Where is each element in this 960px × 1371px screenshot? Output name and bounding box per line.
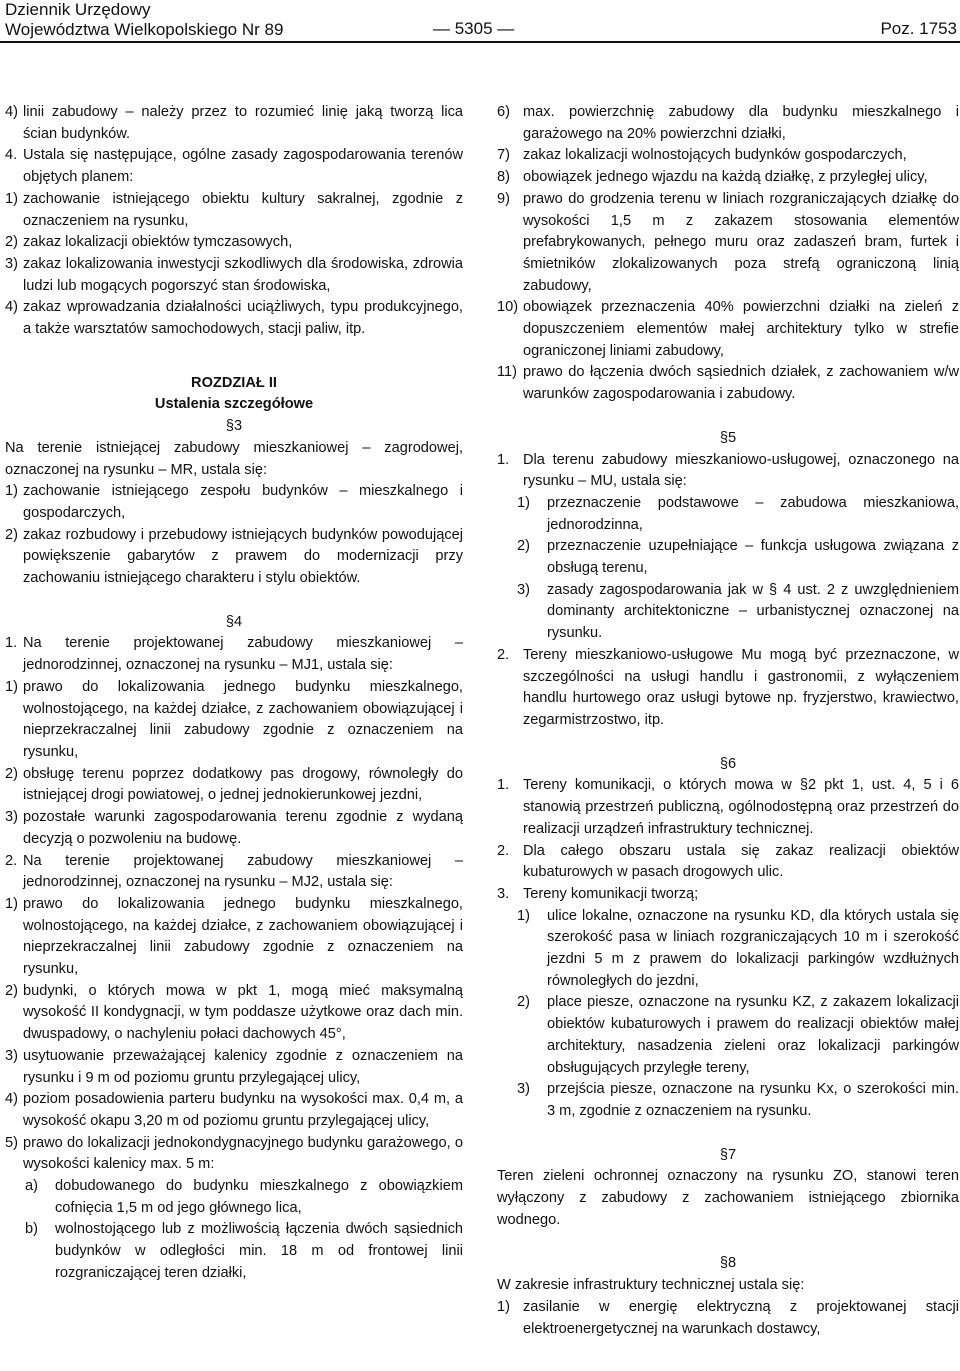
list-item: 11) prawo do łączenia dwóch sąsiednich działek, z zachowaniem w/w warunków zagospodarowania i zabudowy. — [497, 364, 959, 403]
list-item: 9) prawo do grodzenia terenu w liniach rozgraniczających działkę do wysokości 1,5 m z zakazem stosowania elementów prefabrykowanych, pełnego muru oraz zadaszeń bram, furtek i śmietników zlokalizowanych poza strefą ograniczoną linią zabudowy, — [497, 190, 959, 294]
position-number: Poz. 1753 — [880, 19, 957, 38]
journal-title — [5, 0, 283, 40]
journal-title-line1: Dziennik Urzędowy — [5, 0, 151, 19]
section-point: 1. Na terenie projektowanej zabudowy mieszkaniowej – jednorodzinnej, oznaczonej na rysunku – MJ1, ustala się: — [5, 635, 463, 674]
section-point: 2. Dla całego obszaru ustala się zakaz realizacji obiektów kubaturowych w pasach drogowych ulic. — [497, 842, 959, 881]
list-item: 5) prawo do lokalizacji jednokondygnacyjnego budynku garażowego, o wysokości kalenicy max. 5 m: — [5, 1134, 463, 1173]
list-item: 2) zakaz rozbudowy i przebudowy istniejących budynków powodującej powiększenie gabarytów z prawem do modernizacji przy zachowaniu istniejącego charakteru i stylu obiektów. — [5, 526, 463, 587]
section-point: 2. Na terenie projektowanej zabudowy mieszkaniowej – jednorodzinnej, oznaczonej na rysunku – MJ2, ustala się: — [5, 852, 463, 891]
list-item: 2) obsługę terenu poprzez dodatkowy pas drogowy, równoległy do istniejącej drogi powiatowej, o jednej jednokierunkowej jezdni, — [5, 765, 463, 804]
list-item: 3) zasady zagospodarowania jak w § 4 ust. 2 z uwzględnieniem dominanty architektoniczne – urbanistycznej oznaczonej na rysunku. — [517, 581, 959, 642]
list-item: 1) prawo do lokalizowania jednego budynku mieszkalnego, wolnostojącego, na każdej działce, z zachowaniem obowiązującej i nieprzekraczalnej linii zabudowy zgodnie z oznaczeniem na rysunku, — [5, 678, 463, 760]
list-item: 3) usytuowanie przeważającej kalenicy zgodnie z oznaczeniem na rysunku i 9 m od poziomu gruntu przylegającej ulicy, — [5, 1047, 463, 1086]
right-column — [497, 102, 959, 1340]
list-item: 3) pozostałe warunki zagospodarowania terenu zgodnie z wydaną decyzją o pozwoleniu na budowę. — [5, 809, 463, 847]
chapter-subtitle: Ustalenia szczegółowe — [154, 396, 314, 413]
list-item: 2) budynki, o których mowa w pkt 1, mogą mieć maksymalną wysokość II kondygnacji, w tym poddasze użytkowe oraz dach min. dwuspadowy, o nachyleniu połaci dachowych 45°, — [5, 982, 463, 1043]
paragraph-text: Na terenie istniejącej zabudowy mieszkaniowej – zagrodowej, oznaczonej na rysunku – MR, ustala się: — [5, 439, 463, 478]
page-number: — 5305 — — [433, 19, 515, 38]
paragraph-sign: §6 — [719, 755, 737, 772]
list-item: 1) prawo do lokalizowania jednego budynku mieszkalnego, wolnostojącego, na każdej działce, z zachowaniem obowiązującej i nieprzekraczalnej linii zabudowy zgodnie z oznaczeniem na rysunku, — [5, 895, 463, 978]
page-header — [0, 0, 960, 44]
list-item: 4) zakaz wprowadzania działalności uciążliwych, typu produkcyjnego, a także warsztatów samochodowych, stacji paliw, itp. — [5, 299, 463, 338]
list-item: 3) przejścia piesze, oznaczone na rysunku Kx, o szerokości min. 3 m, zgodnie z oznaczeniem na rysunku. — [517, 1081, 959, 1119]
list-item: 1) zasilanie w energię elektryczną z projektowanej stacji elektroenergetycznej na warunkach dostawcy, — [497, 1298, 959, 1337]
list-item: 2) place piesze, oznaczone na rysunku KZ, z zakazem lokalizacji obiektów kubaturowych i prawem do realizacji obiektów małej architektury, nasadzenia zieleni oraz lokalizacji parkingów obsługujących przyległe tereny, — [517, 994, 959, 1076]
sub-list-item: a) dobudowanego do budynku mieszkalnego z obowiązkiem cofnięcia 1,5 m od jego głównego lica, — [25, 1178, 463, 1216]
paragraph-sign: §7 — [719, 1146, 737, 1163]
sub-list-item: b) wolnostojącego lub z możliwością łączenia dwóch sąsiednich budynków w odległości min. 18 m od frontowej linii rozgraniczającej teren działki, — [25, 1221, 463, 1281]
section-point: 2. Tereny mieszkaniowo-usługowe Mu mogą być przeznaczone, w szczególności na usługi handlu i gastronomii, z wyłączeniem handlu hurtowego oraz usługi bytowe np. fryzjerstwo, krawiectwo, zegarmistrzostwo, itp. — [497, 646, 959, 728]
list-item: 3) zakaz lokalizowania inwestycji szkodliwych dla środowiska, zdrowia ludzi lub mogących pogorszyć stan środowiska, — [5, 255, 463, 294]
list-item: 8) obowiązek jednego wjazdu na każdą działkę, z przyległej ulicy, — [497, 169, 928, 186]
paragraph-text: W zakresie infrastruktury technicznej ustala się: — [497, 1277, 805, 1294]
list-item: 2) zakaz lokalizacji obiektów tymczasowych, — [5, 234, 293, 251]
paragraph-sign: §3 — [225, 418, 243, 435]
list-item: 1) zachowanie istniejącego zespołu budynków – mieszkalnego i gospodarczych, — [5, 483, 463, 521]
journal-title-line2: Województwa Wielkopolskiego Nr 89 — [5, 20, 284, 39]
paragraph-text: Teren zieleni ochronnej oznaczony na rysunku ZO, stanowi teren wyłączony z zabudowy z zachowaniem istniejącego zbiornika wodnego. — [497, 1168, 959, 1228]
list-item: 1) przeznaczenie podstawowe – zabudowa mieszkaniowa, jednorodzinna, — [517, 494, 959, 533]
paragraph-sign: §8 — [719, 1255, 737, 1272]
section-point: 1. Tereny komunikacji, o których mowa w §2 pkt 1, ust. 4, 5 i 6 stanowią przestrzeń publiczną, ogólnodostępną oraz przestrzeń do realizacji urządzeń infrastruktury technicznej. — [497, 777, 959, 837]
list-item: 6) max. powierzchnię zabudowy dla budynku mieszkalnego i garażowego na 20% powierzchni działki, — [497, 104, 959, 142]
list-item: 10) obowiązek przeznaczenia 40% powierzchni działki na zieleń z dopuszczeniem elementów małej architektury tylko w strefie ograniczonej liniami zabudowy, — [497, 299, 959, 359]
header-rule — [0, 41, 960, 43]
list-item: 4) poziom posadowienia parteru budynku na wysokości max. 0,4 m, a wysokość okapu 3,20 m od poziomu gruntu przylegającej ulicy, — [5, 1091, 463, 1129]
paragraph-sign: §5 — [719, 429, 737, 446]
section-point: 3. Tereny komunikacji tworzą; — [497, 885, 699, 902]
section-point: 1. Dla terenu zabudowy mieszkaniowo-usługowej, oznaczonego na rysunku – MU, ustala się: — [497, 451, 959, 490]
list-item: 7) zakaz lokalizacji wolnostojących budynków gospodarczych, — [497, 147, 907, 164]
section-point: 4. Ustala się następujące, ogólne zasady zagospodarowania terenów objętych planem: — [5, 147, 463, 186]
list-item: 4) linii zabudowy – należy przez to rozumieć linię jaką tworzą lica ścian budynków. — [5, 104, 463, 142]
paragraph-sign: §4 — [225, 613, 243, 630]
list-item: 1) ulice lokalne, oznaczone na rysunku KD, dla których ustala się szerokość pasa w liniach rozgraniczających 10 m i szerokość jezdni 5 m z prawem do lokalizacji parkingów wzdłużnych równoległych do jezdni, — [517, 907, 959, 989]
list-item: 2) przeznaczenie uzupełniające – funkcja usługowa związana z obsługą terenu, — [517, 538, 959, 577]
left-column — [5, 102, 463, 1285]
chapter-title: ROZDZIAŁ II — [191, 374, 277, 391]
list-item: 1) zachowanie istniejącego obiektu kultury sakralnej, zgodnie z oznaczeniem na rysunku, — [5, 190, 463, 229]
